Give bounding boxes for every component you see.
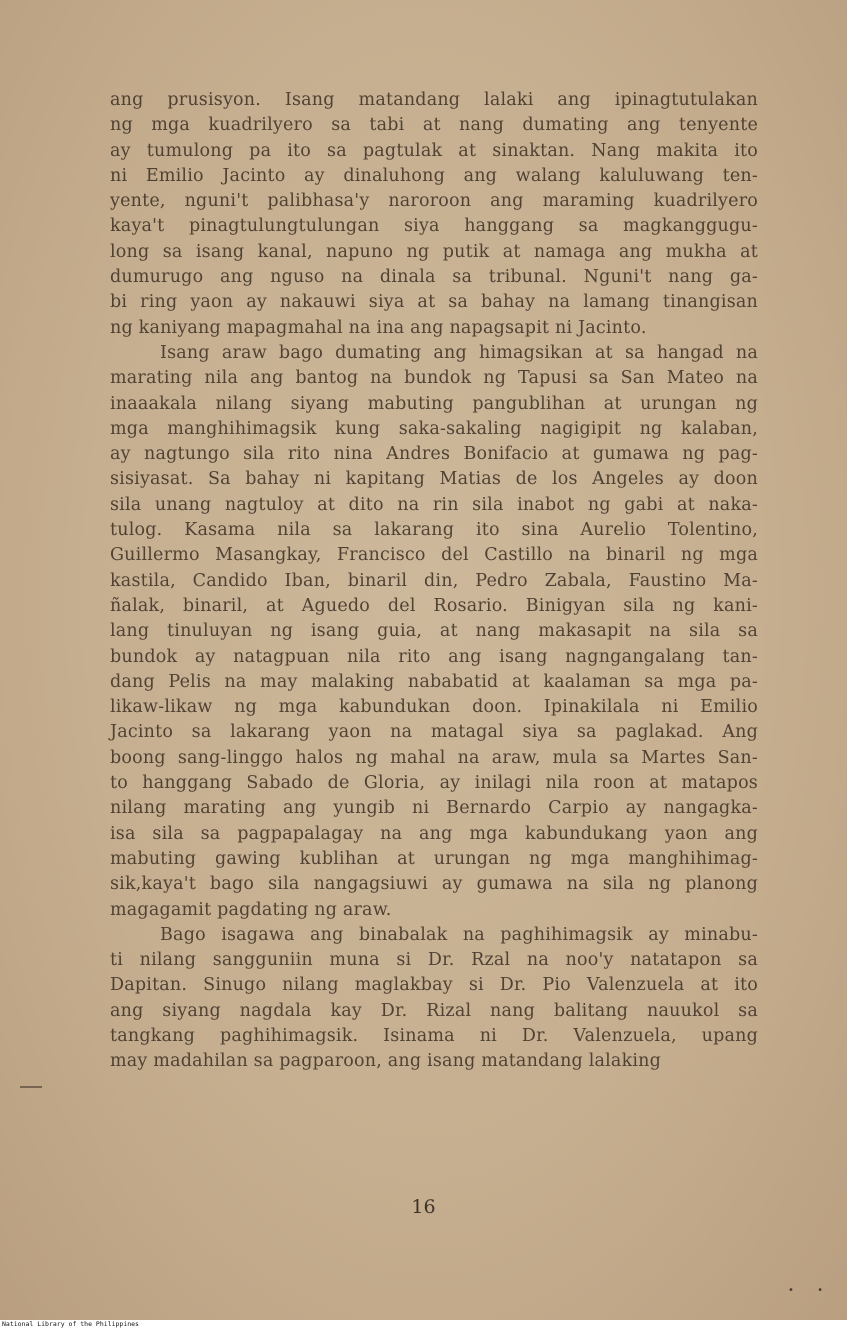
text-line: ay nagtungo sila rito nina Andres Bonifacio at gumawa ng pag- [110, 444, 758, 465]
text-line: Jacinto sa lakarang yaon na matagal siya sa paglakad. Ang [110, 722, 758, 743]
footer-credit: National Library of the Philippines [2, 1320, 139, 1328]
text-line: isa sila sa pagpapalagay na ang mga kabundukang yaon ang [110, 823, 758, 844]
text-line: bundok ay natagpuan nila rito ang isang nagngangalang tan- [110, 646, 758, 667]
text-line: yente, nguni't palibhasa'y naroroon ang maraming kuadrilyero [110, 191, 758, 212]
text-line: Dapitan. Sinugo nilang maglakbay si Dr. Pio Valenzuela at ito [110, 975, 758, 996]
text-line: lang tinuluyan ng isang guia, at nang makasapit na sila sa [110, 621, 758, 642]
text-line: magagamit pagdating ng araw. [110, 899, 392, 920]
text-line: Isang araw bago dumating ang himagsikan at sa hangad na [160, 342, 758, 363]
text-line: to hanggang Sabado de Gloria, ay inilagi nila roon at matapos [110, 773, 758, 794]
ink-dots: • • [788, 1285, 833, 1296]
margin-mark [20, 1086, 42, 1088]
text-line: kastila, Candido Iban, binaril din, Pedro Zabala, Faustino Ma- [110, 570, 758, 591]
text-line: ay tumulong pa ito sa pagtulak at sinaktan. Nang makita ito [110, 140, 758, 161]
text-line: likaw-likaw ng mga kabundukan doon. Ipinakilala ni Emilio [110, 697, 758, 718]
text-line: sila unang nagtuloy at dito na rin sila inabot ng gabi at naka- [110, 494, 758, 515]
text-line: may madahilan sa pagparoon, ang isang matandang lalaking [110, 1051, 662, 1072]
text-line: ñalak, binaril, at Aguedo del Rosario. Binigyan sila ng kani- [110, 595, 758, 616]
text-line: mga manghihimagsik kung saka-sakaling nagigipit ng kalaban, [110, 418, 758, 439]
text-line: ti nilang sangguniin muna si Dr. Rzal na noo'y natatapon sa [110, 950, 758, 971]
text-line: dang Pelis na may malaking nababatid at kaalaman sa mga pa- [110, 671, 758, 692]
text-line: Guillermo Masangkay, Francisco del Castillo na binaril ng mga [110, 545, 758, 566]
text-line: sisiyasat. Sa bahay ni kapitang Matias de los Angeles ay doon [110, 469, 758, 490]
text-line: long sa isang kanal, napuno ng putik at namaga ang mukha at [110, 241, 758, 262]
text-line: ang prusisyon. Isang matandang lalaki ang ipinagtutulakan [110, 90, 758, 110]
text-line: tulog. Kasama nila sa lakarang ito sina Aurelio Tolentino, [110, 520, 758, 541]
text-line: ng mga kuadrilyero sa tabi at nang dumating ang tenyente [110, 115, 758, 136]
text-line: ng kaniyang mapagmahal na ina ang napagsapit ni Jacinto. [110, 317, 647, 338]
body-text [110, 88, 758, 1075]
text-line: ni Emilio Jacinto ay dinaluhong ang walang kaluluwang ten- [110, 165, 758, 186]
text-line: bi ring yaon ay nakauwi siya at sa bahay na lamang tinangisan [110, 292, 758, 313]
text-line: marating nila ang bantog na bundok ng Tapusi sa San Mateo na [110, 368, 758, 389]
text-line: boong sang-linggo halos ng mahal na araw, mula sa Martes San- [110, 747, 758, 768]
text-line: mabuting gawing kublihan at urungan ng mga manghihimag- [110, 848, 758, 869]
text-line: sik,kaya't bago sila nangagsiuwi ay gumawa na sila ng planong [110, 874, 758, 895]
text-line: Bago isagawa ang binabalak na paghihimagsik ay minabu- [160, 924, 758, 945]
text-line: ang siyang nagdala kay Dr. Rizal nang balitang nauukol sa [110, 1000, 758, 1021]
text-line: nilang marating ang yungib ni Bernardo Carpio ay nangagka- [110, 798, 758, 819]
page-number: 16 [411, 1196, 436, 1218]
text-line: kaya't pinagtulungtulungan siya hanggang sa magkanggugu- [110, 216, 758, 237]
text-line: inaaakala nilang siyang mabuting pangublihan at urungan ng [110, 393, 758, 414]
text-line: tangkang paghihimagsik. Isinama ni Dr. Valenzuela, upang [110, 1025, 758, 1046]
text-line: dumurugo ang nguso na dinala sa tribunal. Nguni't nang ga- [110, 267, 758, 288]
